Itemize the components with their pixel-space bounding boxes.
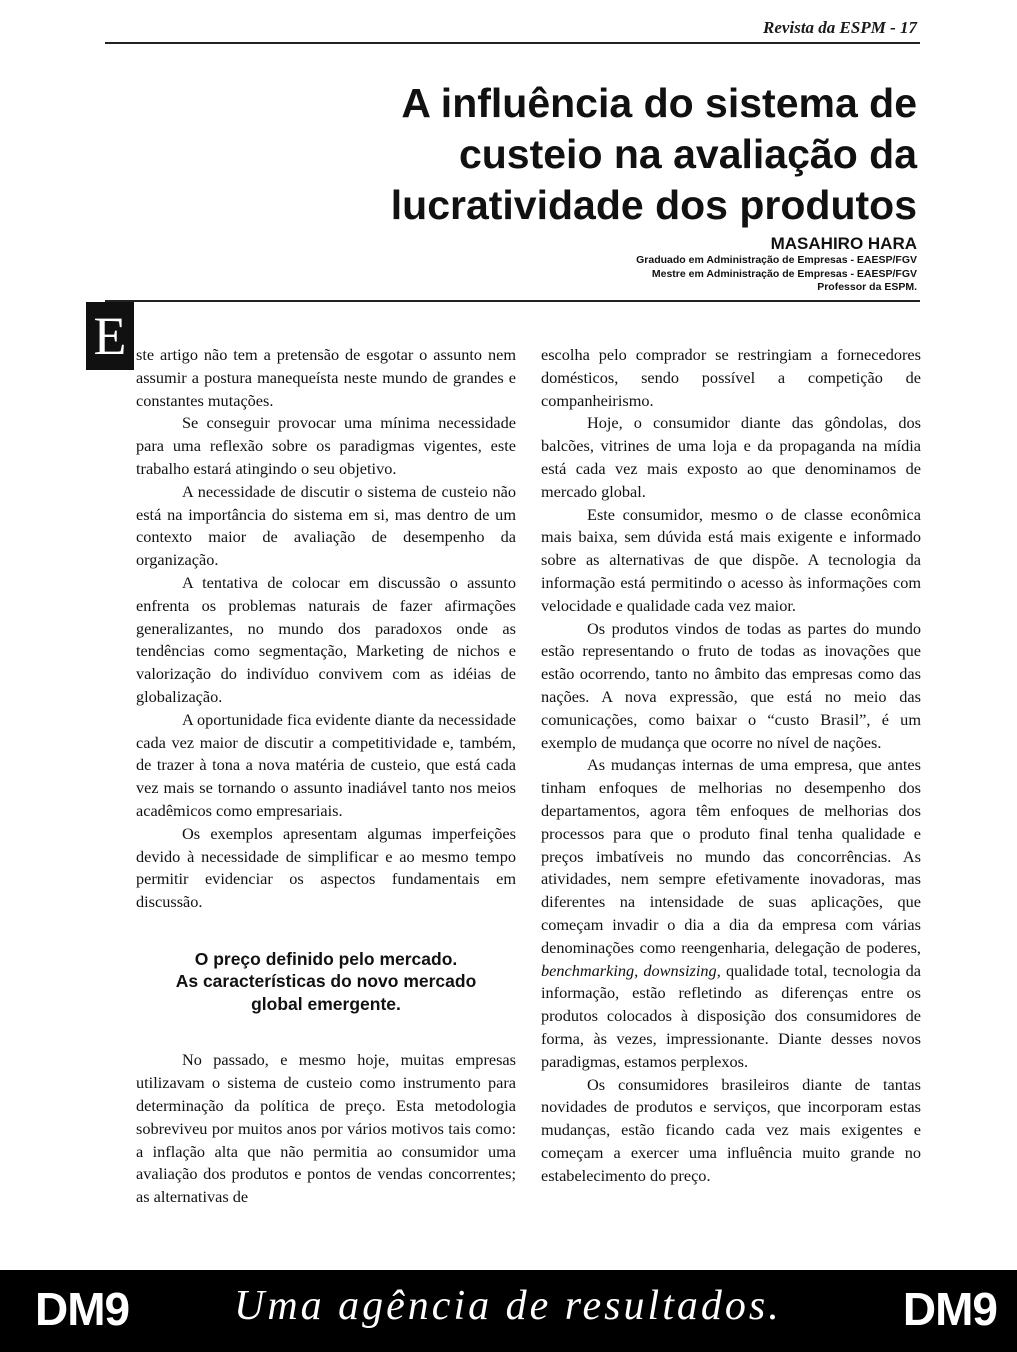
heading-line-2: As características do novo mercado (175, 971, 477, 992)
paragraph-2: Se conseguir provocar uma mínima necessidade para uma reflexão sobre os paradigmas vigentes, este trabalho estará atingindo o seu objetivo. (136, 413, 516, 478)
article-title (277, 78, 917, 231)
author-credential-1: Graduado em Administração de Empresas - EAESP/FGV (636, 254, 917, 266)
running-header: Revista da ESPM - 17 (763, 18, 917, 37)
dm9-logo-right: DM9 (902, 1283, 997, 1335)
author-block (417, 234, 917, 295)
right-column (541, 344, 921, 1187)
paragraph-5: A oportunidade fica evidente diante da necessidade cada vez maior de discutir a competitividade e, também, de trazer à tona a nova matéria de custeio, que está cada vez mais se tornando o assunto inadiável tanto nos meios acadêmicos como empresariais. (136, 709, 516, 820)
paragraph-products: Os produtos vindos de todas as partes do mundo estão representando o fruto de todas as inovações que estão ocorrendo, tanto no âmbito das empresas como das nações. A nova expressão, que está no meio das comunicações, como baixar o “custo Brasil”, é um exemplo de mudança que ocorre no nível de nações. (541, 618, 921, 752)
title-line-3: lucratividade dos produtos (390, 182, 917, 228)
author-credential-3: Professor da ESPM. (817, 281, 917, 293)
author-name: MASAHIRO HARA (770, 234, 917, 253)
paragraph-6: Os exemplos apresentam algumas imperfeições devido à necessidade de simplificar e ao mesmo tempo permitir evidenciar os aspectos fundamentais em discussão. (136, 823, 516, 912)
author-credential-2: Mestre em Administração de Empresas - EAESP/FGV (651, 267, 917, 280)
title-separator-rule (105, 300, 920, 302)
title-line-1: A influência do sistema de (401, 80, 917, 126)
paragraph-this-consumer: Este consumidor, mesmo o de classe econômica mais baixa, sem dúvida está mais exigente e informado sobre as alternativas de que dispõe. A tecnologia da informação está permitindo o acesso às informações com velocidade e qualidade cada vez maior. (541, 504, 921, 615)
left-column (136, 344, 516, 1209)
advertisement-banner (0, 1270, 1017, 1352)
paragraph-changes (541, 754, 921, 1073)
paragraph-brazilian-consumers: Os consumidores brasileiros diante de tantas novidades de produtos e serviços, que incorporam estas mudanças, estão ficando cada vez mais exigentes e começam a exercer uma influência muito grande no estabelecimento do preço. (541, 1074, 921, 1185)
paragraph-continued: escolha pelo comprador se restringiam a fornecedores domésticos, sendo possível a competição de companheirismo. (541, 345, 921, 410)
paragraph-4: A tentativa de colocar em discussão o assunto enfrenta os problemas naturais de fazer afirmações generalizantes, no mundo dos paradoxos onde as tendências como segmentação, Marketing de nichos e valorização do indivíduo convivem com as idéias de globalização. (136, 572, 516, 706)
changes-text-emphasis: benchmarking, downsizing (541, 960, 717, 980)
drop-cap: E (86, 302, 134, 370)
paragraph-consumer: Hoje, o consumidor diante das gôndolas, dos balcões, vitrines de uma loja e da propaganda na mídia está cada vez mais exposto ao que denominamos de mercado global. (541, 413, 921, 501)
changes-text-b: , qualidade total, tecnologia da informação, estão refletindo as diferenças entre os produtos colocados à disposição dos consumidores de forma, às vezes, impressionante. Diante desses novos paradigmas, estamos perplexos. (541, 960, 922, 1071)
paragraph-1: ste artigo não tem a pretensão de esgotar o assunto nem assumir a postura manequeísta neste mundo de grandes e constantes mutações. (136, 345, 516, 410)
banner-slogan: Uma agência de resultados. (234, 1283, 782, 1329)
heading-line-1: O preço definido pelo mercado. (194, 948, 458, 969)
paragraph-7: No passado, e mesmo hoje, muitas empresas utilizavam o sistema de custeio como instrumento para determinação da política de preço. Esta metodologia sobreviveu por muitos anos por vários motivos tais como: a inflação alta que não permitia ao consumidor uma avaliação dos produtos e pontos de vendas concorrentes; as alternativas de (136, 1050, 516, 1207)
header-rule (105, 42, 920, 44)
section-heading (136, 948, 516, 1016)
changes-text-a: As mudanças internas de uma empresa, que antes tinham enfoques de melhorias no desempenho dos departamentos, agora têm enfoques de melhorias dos processos para que o produto final tenha qualidade e preços imbatíveis no mundo das concorrências. As atividades, nem sempre efetivamente inovadoras, mas diferentes na intensidade de suas aplicações, que começam invadir o dia a dia da empresa com várias denominações como reengenharia, delegação de poderes, (541, 755, 921, 957)
dm9-logo-left: DM9 (35, 1283, 130, 1335)
title-line-2: custeio na avaliação da (458, 131, 917, 177)
paragraph-3: A necessidade de discutir o sistema de custeio não está na importância do sistema em si, mas dentro de um contexto maior de avaliação de desempenho da organização. (136, 481, 516, 570)
heading-line-3: global emergente. (251, 993, 401, 1014)
